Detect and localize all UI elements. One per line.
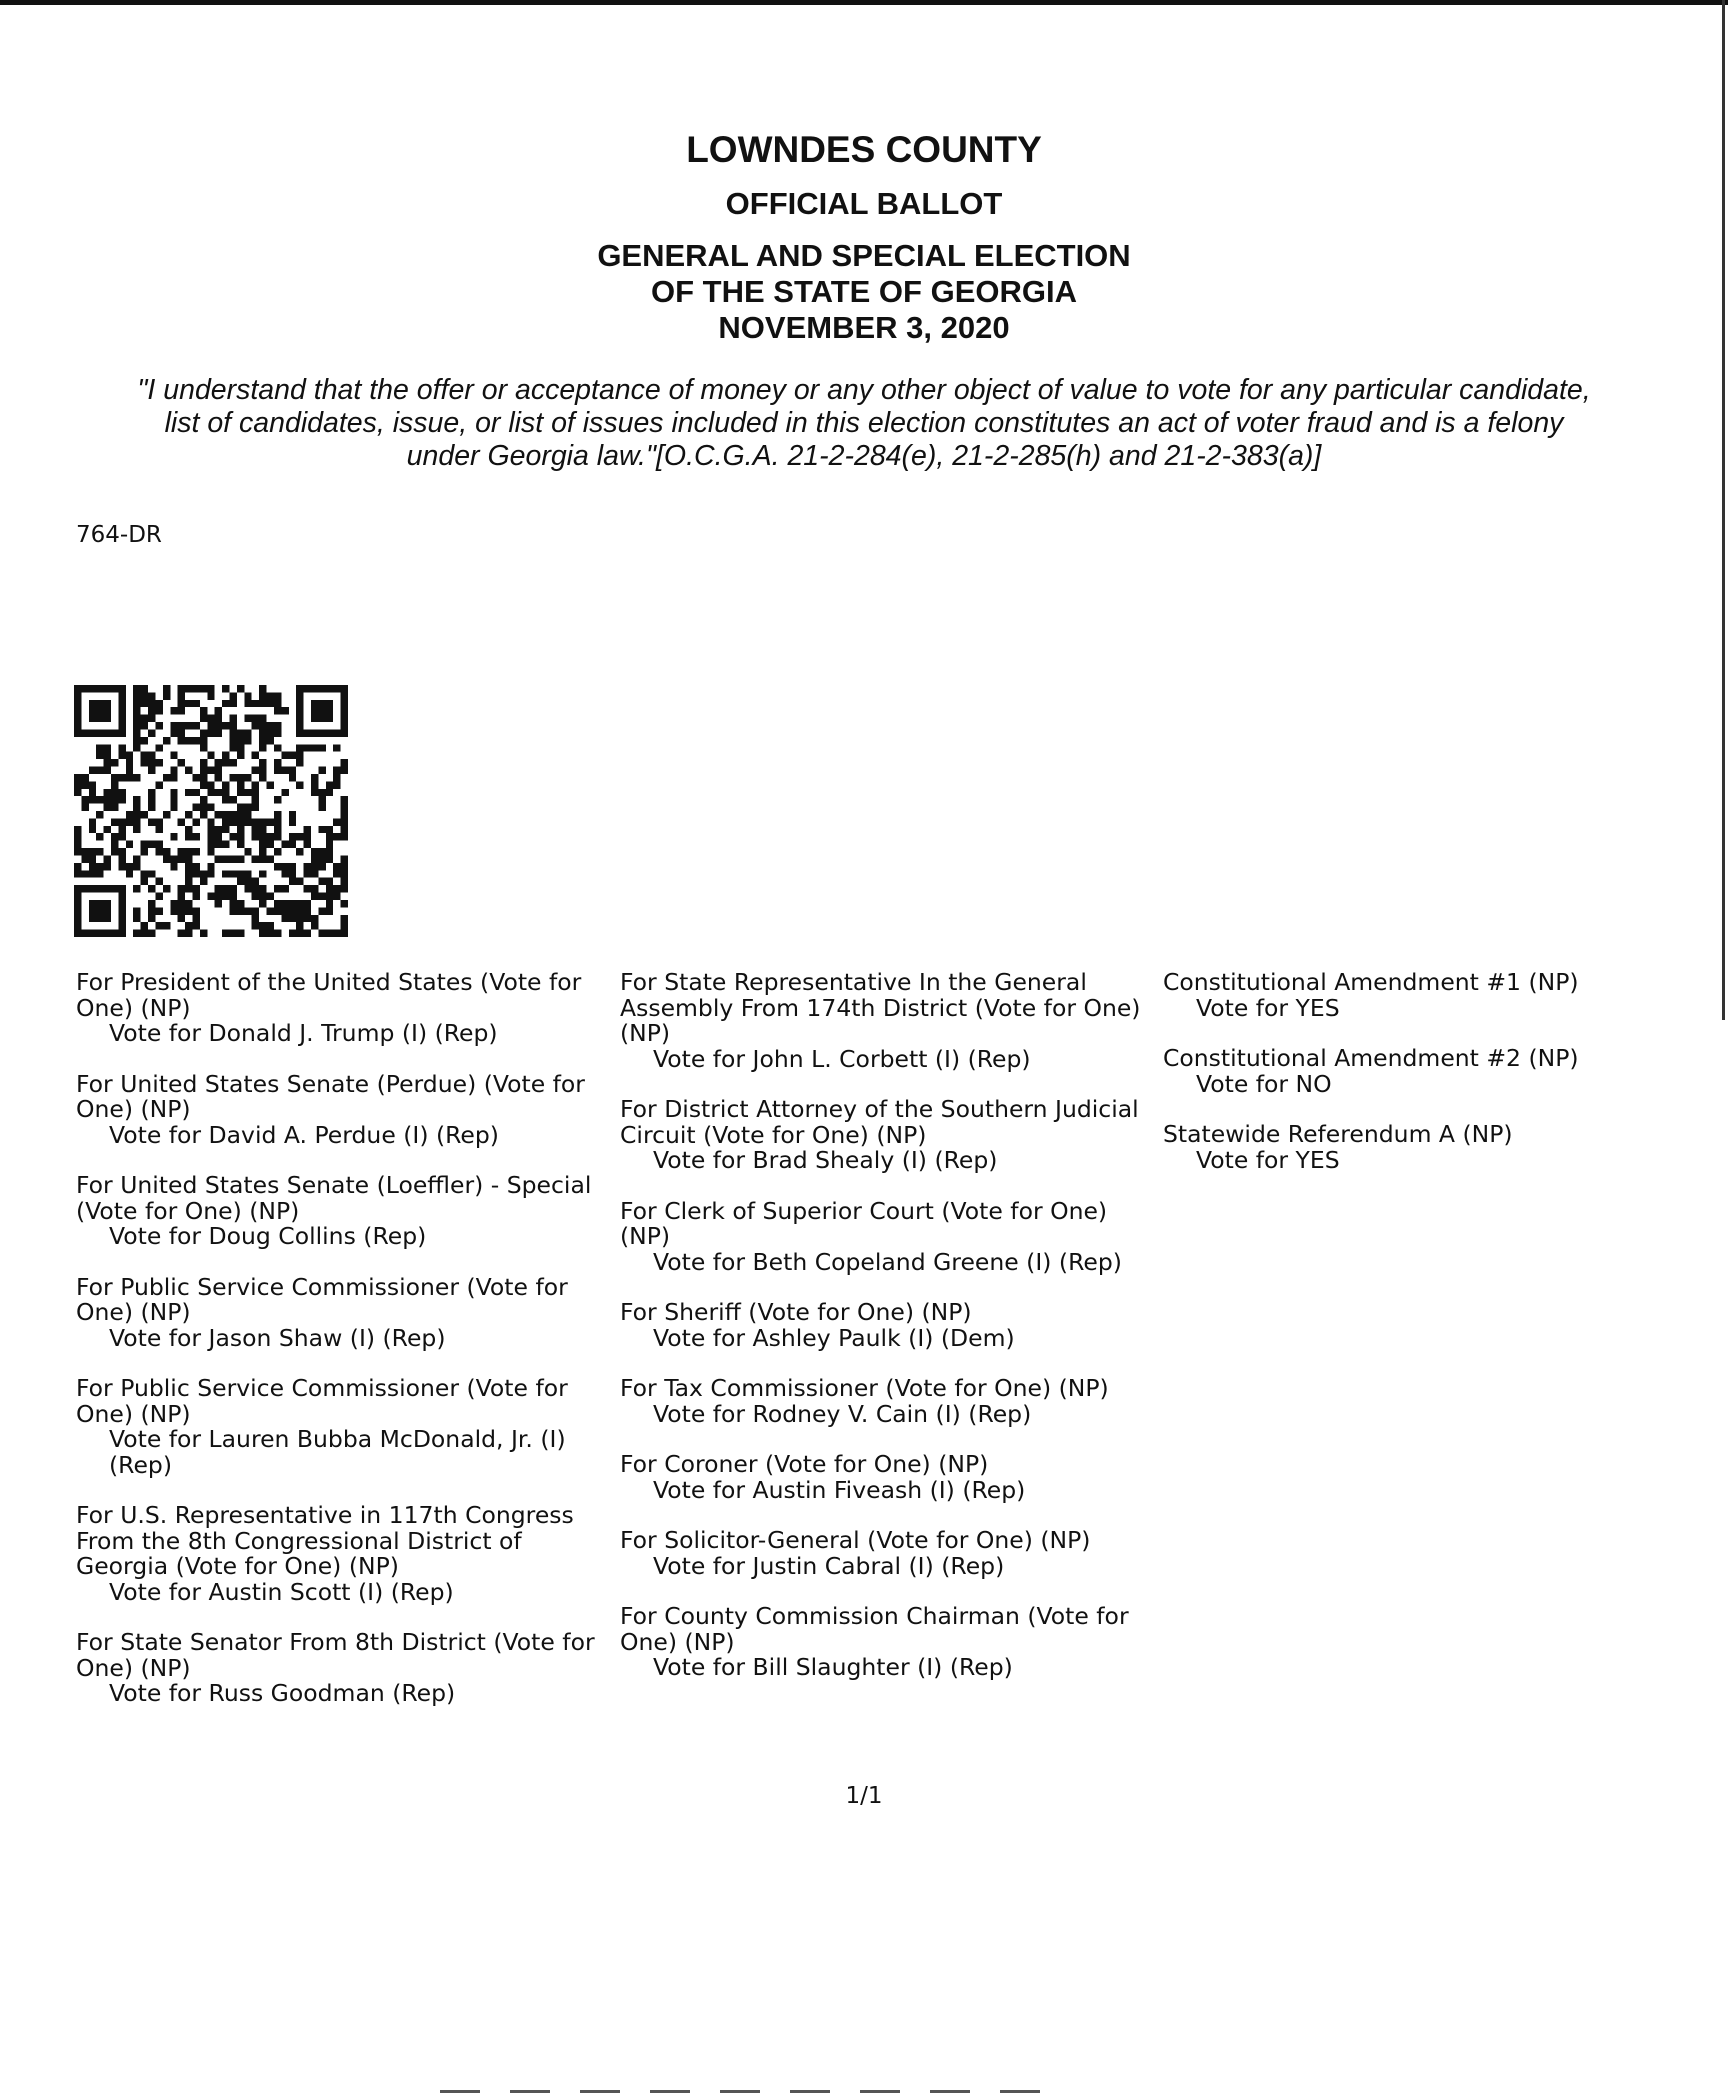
race-entry (620, 1452, 1160, 1503)
race-title: For United States Senate (Loeffler) - Special (Vote for One) (NP) (76, 1171, 592, 1225)
race-title: For State Senator From 8th District (Vote for One) (NP) (76, 1628, 595, 1682)
race-entry (620, 1528, 1160, 1579)
race-entry (76, 970, 616, 1047)
election-line-1: GENERAL AND SPECIAL ELECTION (597, 238, 1131, 273)
race-title: For District Attorney of the Southern Judicial Circuit (Vote for One) (NP) (620, 1095, 1139, 1149)
disclaimer-line-2: list of candidates, issue, or list of issues included in this election constitutes an act of voter fraud and is a felony (164, 407, 1564, 439)
race-selection: Vote for Russ Goodman (Rep) (109, 1679, 456, 1707)
page-number: 1/1 (845, 1783, 883, 1809)
ballot-column-2 (620, 970, 1160, 1706)
scan-marks (440, 2090, 1040, 2093)
ballot-style-id: 764-DR (76, 522, 162, 548)
top-border (0, 0, 1728, 5)
race-title: For Public Service Commissioner (Vote for One) (NP) (76, 1374, 568, 1428)
race-selection: Vote for John L. Corbett (I) (Rep) (653, 1044, 1031, 1073)
race-selection: Vote for Austin Fiveash (I) (Rep) (653, 1475, 1026, 1504)
county-title: LOWNDES COUNTY (686, 129, 1042, 170)
qr-code-icon (74, 685, 348, 937)
race-title: For U.S. Representative in 117th Congress From the 8th Congressional District of Georgia (Vote for One) (NP) (76, 1501, 574, 1580)
race-entry (620, 1097, 1160, 1174)
race-title: For Tax Commissioner (Vote for One) (NP) (620, 1374, 1109, 1402)
race-selection: Vote for Jason Shaw (I) (Rep) (109, 1323, 446, 1352)
disclaimer-line-3: under Georgia law."[O.C.G.A. 21-2-284(e), 21-2-285(h) and 21-2-383(a)] (406, 440, 1322, 472)
race-title: For Public Service Commissioner (Vote for One) (NP) (76, 1272, 568, 1326)
race-entry (1163, 1122, 1703, 1173)
race-selection: Vote for Ashley Paulk (I) (Dem) (653, 1323, 1015, 1352)
race-title: Constitutional Amendment #1 (NP) (1163, 968, 1579, 996)
race-entry (76, 1376, 616, 1478)
race-entry (76, 1173, 616, 1250)
race-selection: Vote for David A. Perdue (I) (Rep) (109, 1120, 499, 1149)
race-entry (76, 1630, 616, 1707)
race-title: For Coroner (Vote for One) (NP) (620, 1450, 989, 1478)
race-entry (1163, 970, 1703, 1021)
race-entry (620, 1196, 1160, 1276)
race-selection: Vote for Donald J. Trump (I) (Rep) (109, 1019, 498, 1047)
ballot-type-title: OFFICIAL BALLOT (725, 186, 1003, 221)
election-title (0, 238, 1728, 346)
disclaimer-line-1: "I understand that the offer or acceptance of money or any other object of value to vote for any particular candidate, (137, 374, 1591, 406)
ballot-header (0, 128, 1728, 346)
race-selection: Vote for Justin Cabral (I) (Rep) (653, 1551, 1005, 1580)
race-title: Statewide Referendum A (NP) (1163, 1120, 1513, 1148)
race-title: For State Representative In the General Assembly From 174th District (Vote for One) (NP) (620, 968, 1141, 1047)
race-selection: Vote for Rodney V. Cain (I) (Rep) (653, 1399, 1032, 1428)
race-entry (620, 1376, 1160, 1427)
race-title: For President of the United States (Vote for One) (NP) (76, 968, 582, 1022)
race-selection: Vote for Lauren Bubba McDonald, Jr. (I) (Rep) (109, 1425, 566, 1479)
election-line-2: OF THE STATE OF GEORGIA (651, 274, 1077, 309)
race-selection: Vote for Bill Slaughter (I) (Rep) (653, 1653, 1013, 1681)
race-selection: Vote for YES (1196, 993, 1340, 1022)
race-title: For County Commission Chairman (Vote for One) (NP) (620, 1602, 1129, 1656)
race-title: For Clerk of Superior Court (Vote for One) (NP) (620, 1196, 1108, 1250)
race-title: For Solicitor-General (Vote for One) (NP) (620, 1526, 1091, 1554)
race-selection: Vote for Austin Scott (I) (Rep) (109, 1577, 454, 1606)
race-title: For Sheriff (Vote for One) (NP) (620, 1298, 972, 1326)
voter-fraud-disclaimer (60, 374, 1668, 473)
race-selection: Vote for Doug Collins (Rep) (109, 1222, 427, 1250)
race-selection: Vote for Beth Copeland Greene (I) (Rep) (653, 1247, 1122, 1276)
race-title: Constitutional Amendment #2 (NP) (1163, 1044, 1579, 1072)
race-title: For United States Senate (Perdue) (Vote for One) (NP) (76, 1069, 585, 1123)
race-selection: Vote for Brad Shealy (I) (Rep) (653, 1146, 998, 1174)
race-entry (620, 970, 1160, 1072)
race-entry (76, 1272, 616, 1352)
election-date: NOVEMBER 3, 2020 (718, 310, 1010, 345)
race-entry (76, 1069, 616, 1149)
ballot-column-3 (1163, 970, 1703, 1198)
ballot-column-1 (76, 970, 616, 1732)
race-entry (76, 1503, 616, 1605)
race-selection: Vote for YES (1196, 1145, 1340, 1174)
race-entry (620, 1300, 1160, 1351)
race-entry (620, 1604, 1160, 1681)
race-selection: Vote for NO (1196, 1069, 1332, 1098)
race-entry (1163, 1046, 1703, 1097)
